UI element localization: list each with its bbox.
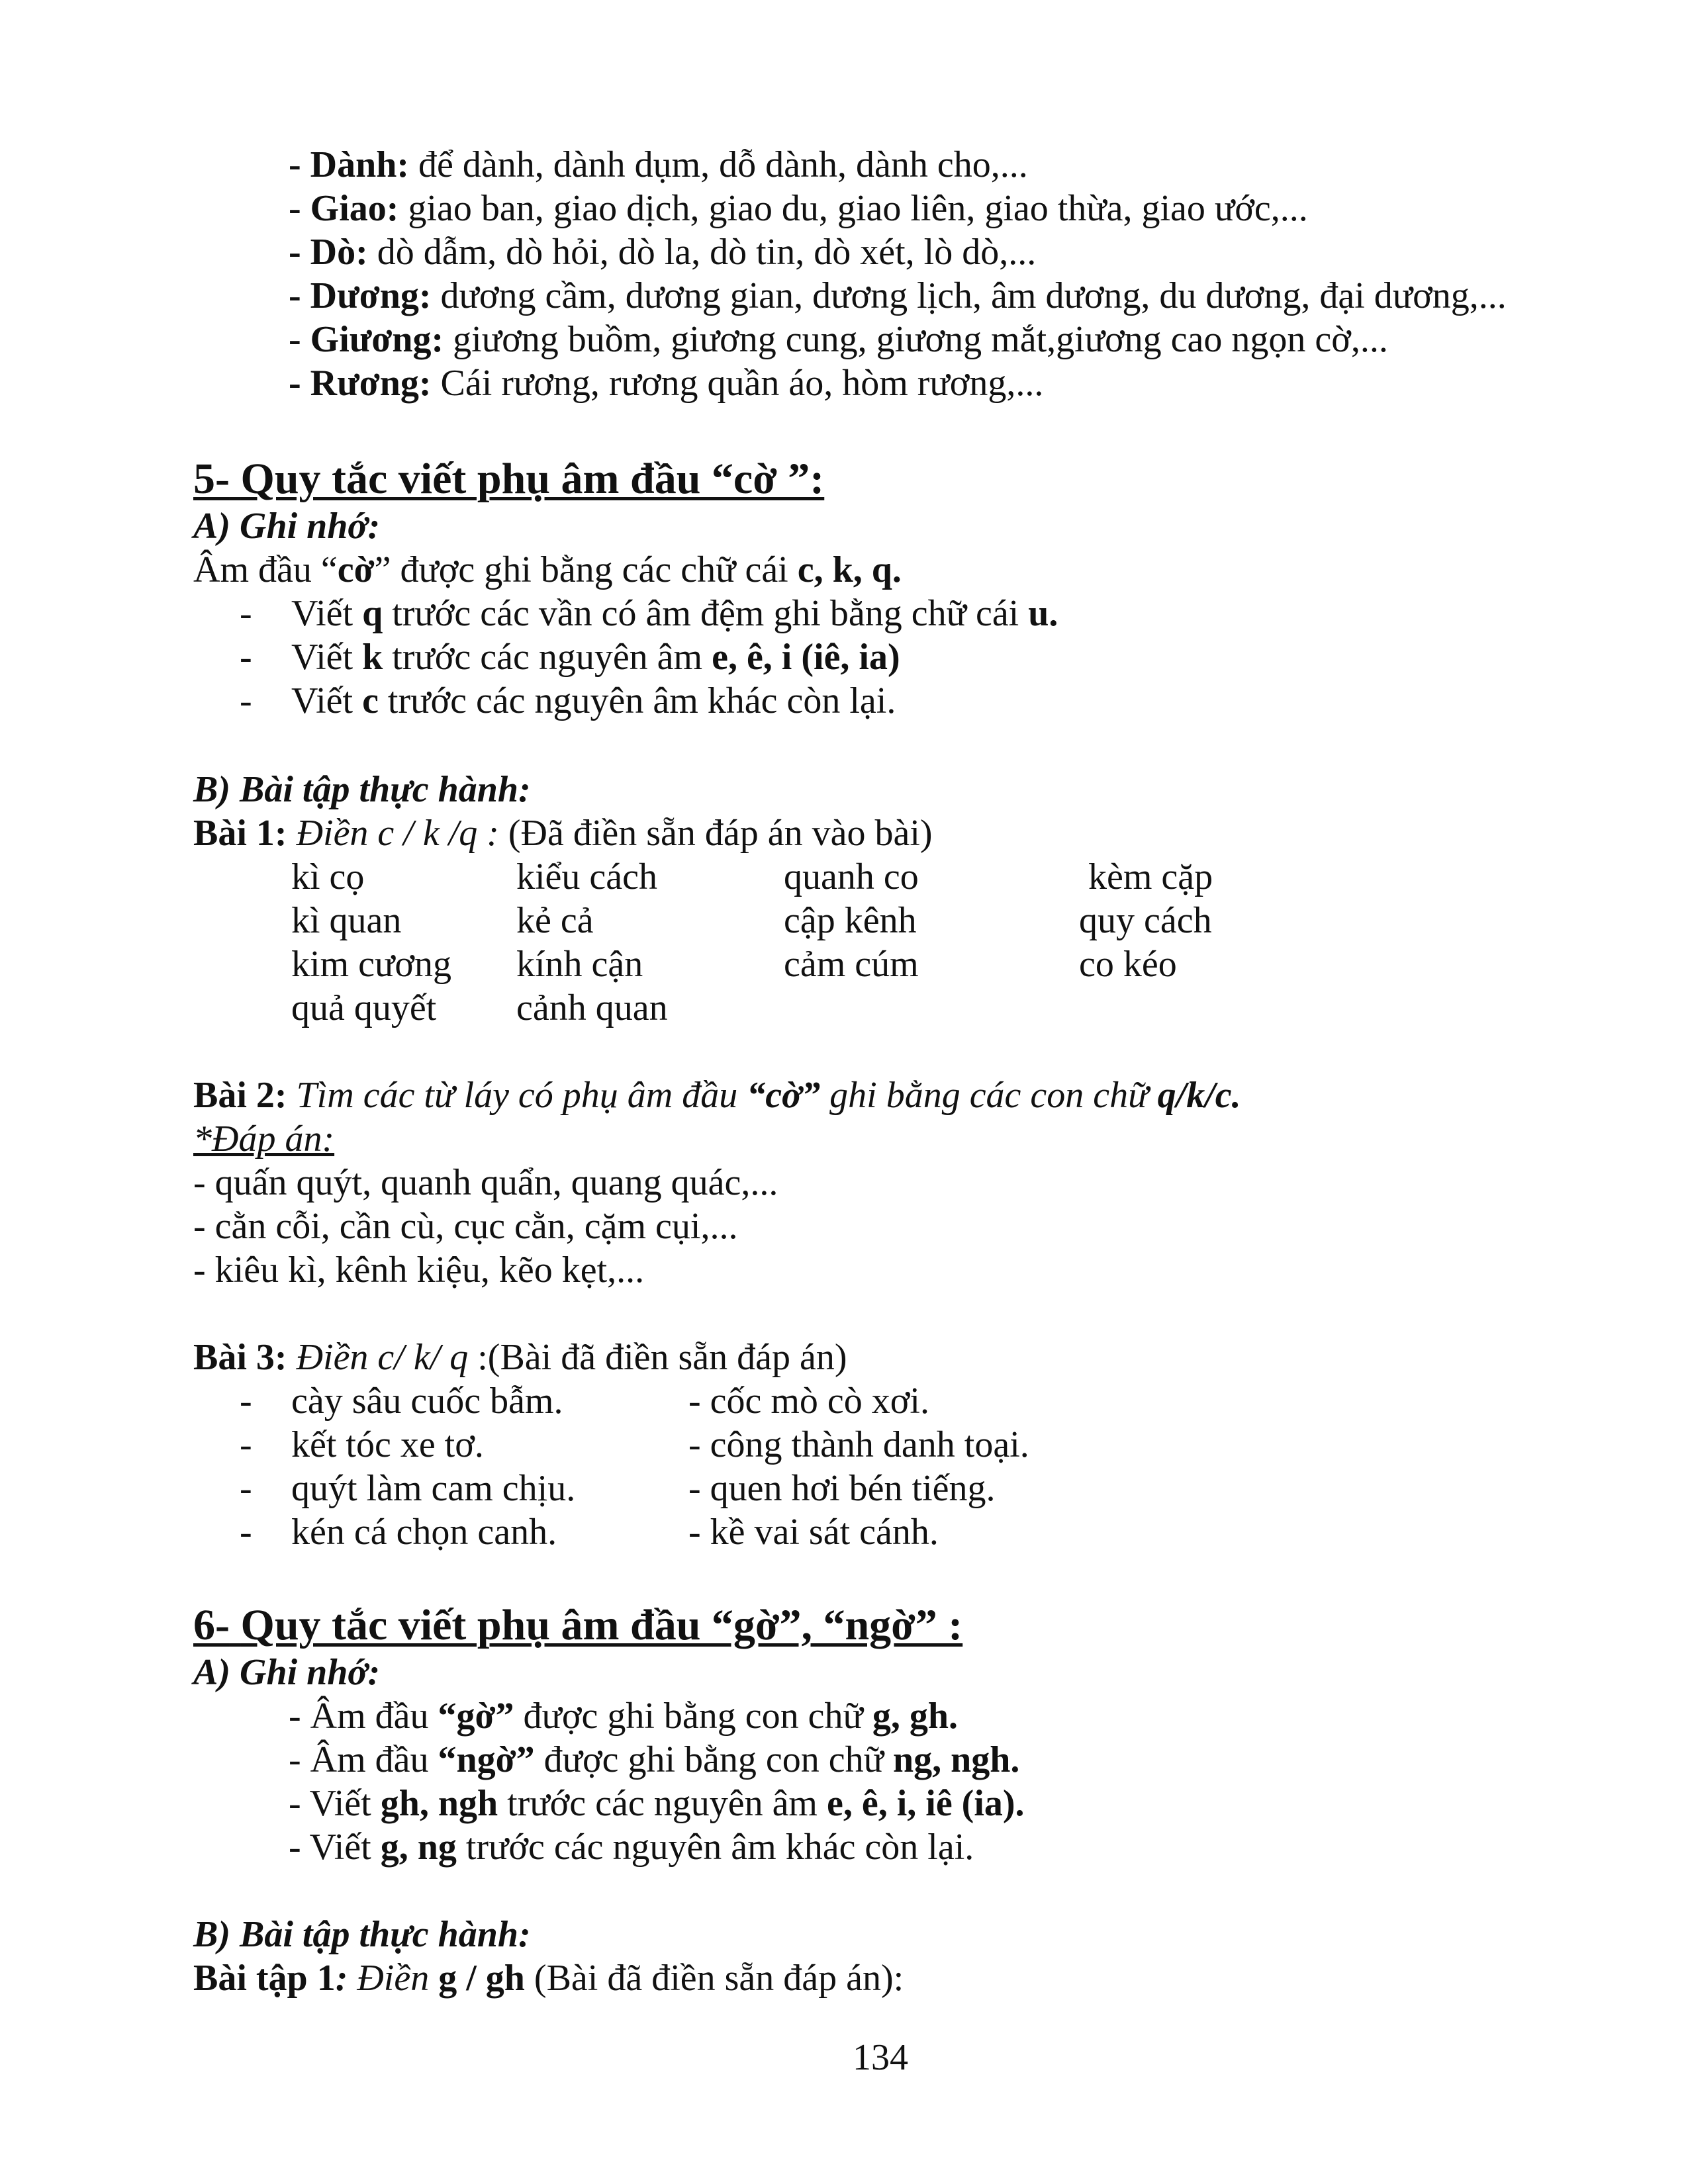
s4-item: - Dò: dò dẫm, dò hỏi, dò la, dò tin, dò xét, lò dò,... [289, 232, 1037, 273]
s6-rule: - Âm đầu “ngờ” được ghi bằng con chữ ng, ngh. [289, 1739, 1020, 1780]
bai2-answer: - quấn quýt, quanh quẩn, quang quác,... [193, 1162, 778, 1203]
s6-rule: - Viết gh, ngh trước các nguyên âm e, ê, i, iê (ia). [289, 1783, 1025, 1824]
grid-cell: cảnh quan [516, 987, 668, 1028]
proverb-right: - cốc mò cò xơi. [688, 1381, 929, 1422]
grid-cell: quanh co [784, 856, 919, 897]
grid-cell: cảm cúm [784, 944, 919, 985]
proverb-left: cày sâu cuốc bẫm. [291, 1381, 563, 1422]
bullet-dash: - [240, 1468, 252, 1509]
s5-bai-tap-heading: B) Bài tập thực hành: [193, 769, 531, 810]
s5-bai1-title: Bài 1: Điền c / k /q : (Đã điền sẵn đáp án vào bài) [193, 813, 933, 854]
s5-ghi-nho-heading: A) Ghi nhớ: [193, 506, 381, 547]
bullet-dash: - [240, 1424, 252, 1465]
grid-cell: kì cọ [291, 856, 365, 897]
proverb-left: quýt làm cam chịu. [291, 1468, 576, 1509]
s5-bai2-title: Bài 2: Tìm các từ láy có phụ âm đầu “cờ” ghi bằng các con chữ q/k/c. [193, 1075, 1241, 1116]
s4-item: - Dành: để dành, dành dụm, dỗ dành, dành cho,... [289, 144, 1028, 185]
s6-rule: - Viết g, ng trước các nguyên âm khác còn lại. [289, 1827, 974, 1868]
proverb-right: - kề vai sát cánh. [688, 1512, 939, 1553]
s4-item: - Rương: Cái rương, rương quần áo, hòm rương,... [289, 363, 1044, 404]
s5-bai3-title: Bài 3: Điền c/ k/ q :(Bài đã điền sẵn đáp án) [193, 1337, 847, 1378]
s5-rule: Viết k trước các nguyên âm e, ê, i (iê, ia) [291, 637, 900, 678]
bullet-dash: - [240, 637, 252, 678]
page-number: 134 [853, 2037, 908, 2078]
proverb-right: - quen hơi bén tiếng. [688, 1468, 996, 1509]
s4-item: - Dương: dương cầm, dương gian, dương lịch, âm dương, du dương, đại dương,... [289, 275, 1507, 316]
grid-cell: co kéo [1079, 944, 1177, 985]
s5-rule: Viết q trước các vần có âm đệm ghi bằng chữ cái u. [291, 593, 1058, 634]
s6-bai1-title: Bài tập 1: Điền g / gh (Bài đã điền sẵn đáp án): [193, 1958, 904, 1999]
grid-cell: kính cận [516, 944, 643, 985]
dap-an-label: *Đáp án: [193, 1118, 335, 1160]
grid-cell: kiểu cách [516, 856, 657, 897]
s5-rule: Viết c trước các nguyên âm khác còn lại. [291, 680, 896, 721]
bullet-dash: - [240, 680, 252, 721]
grid-cell: cập kênh [784, 900, 917, 941]
section-6-heading: 6- Quy tắc viết phụ âm đầu “gờ”, “ngờ” : [193, 1601, 963, 1649]
grid-cell: kì quan [291, 900, 402, 941]
proverb-left: kén cá chọn canh. [291, 1512, 557, 1553]
bai2-answer: - kiêu kì, kênh kiệu, kẽo kẹt,... [193, 1250, 645, 1291]
proverb-right: - công thành danh toại. [688, 1424, 1029, 1465]
bai2-answer: - cằn cỗi, cần cù, cục cằn, cặm cụi,... [193, 1206, 738, 1247]
s4-item: - Giao: giao ban, giao dịch, giao du, giao liên, giao thừa, giao ước,... [289, 188, 1308, 229]
bullet-dash: - [240, 1381, 252, 1422]
grid-cell: kèm cặp [1088, 856, 1213, 897]
grid-cell: kim cương [291, 944, 451, 985]
section-5-heading: 5- Quy tắc viết phụ âm đầu “cờ ”: [193, 455, 825, 503]
s4-item: - Giương: giương buồm, giương cung, giương mắt,giương cao ngọn cờ,... [289, 319, 1388, 360]
grid-cell: quả quyết [291, 987, 437, 1028]
proverb-left: kết tóc xe tơ. [291, 1424, 484, 1465]
grid-cell: quy cách [1079, 900, 1212, 941]
s6-ghi-nho-heading: A) Ghi nhớ: [193, 1652, 381, 1693]
s5-intro: Âm đầu “cờ” được ghi bằng các chữ cái c, k, q. [193, 549, 902, 590]
grid-cell: kẻ cả [516, 900, 594, 941]
s6-bai-tap-heading: B) Bài tập thực hành: [193, 1914, 531, 1955]
s6-rule: - Âm đầu “gờ” được ghi bằng con chữ g, gh. [289, 1696, 958, 1737]
bullet-dash: - [240, 593, 252, 634]
bullet-dash: - [240, 1512, 252, 1553]
